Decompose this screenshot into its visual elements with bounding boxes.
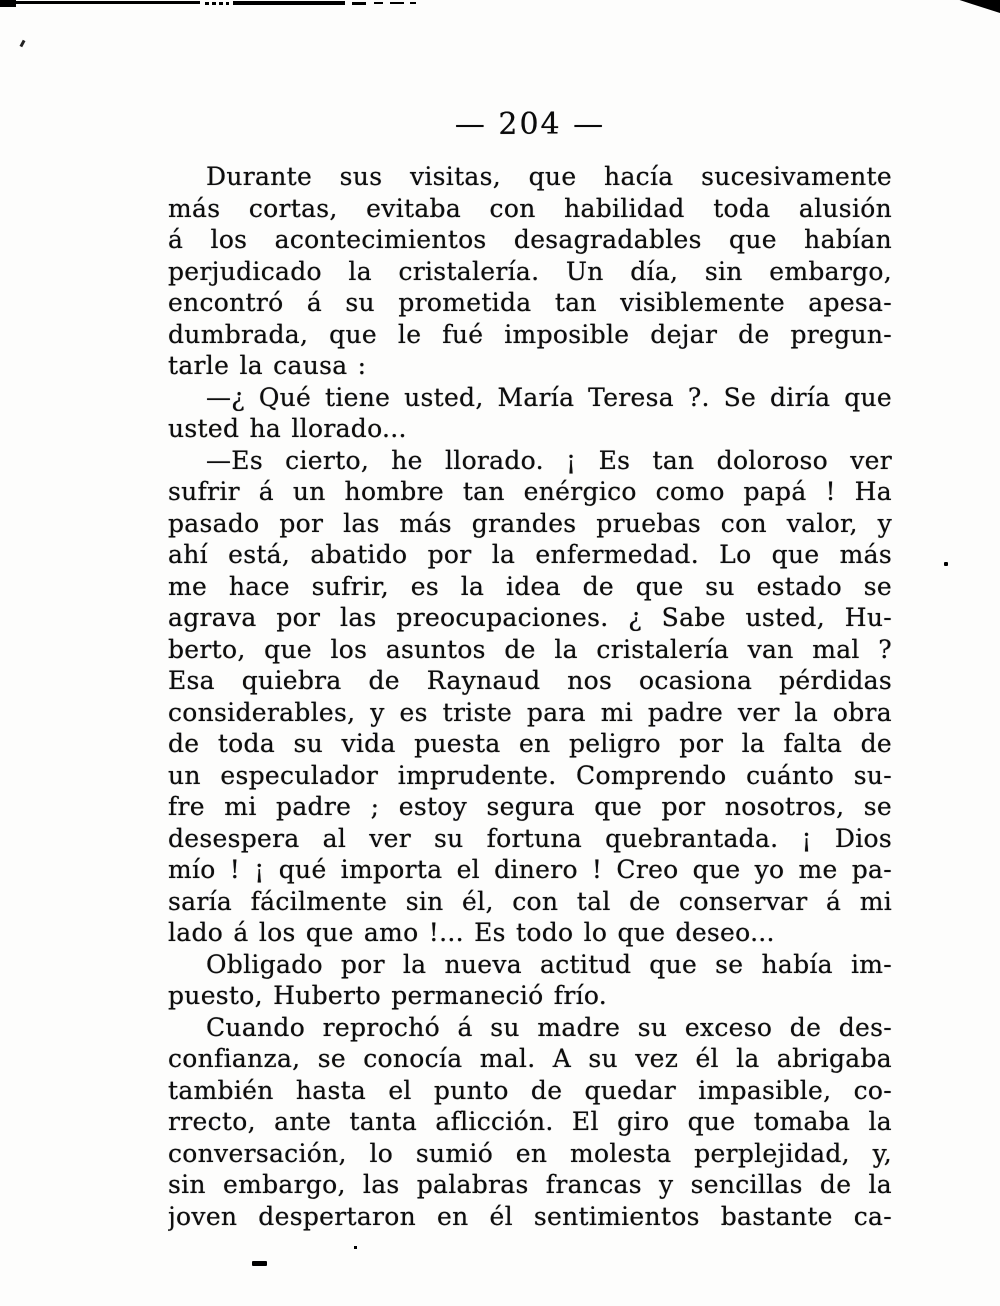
text-line: Durante sus visitas, que hacía sucesivamente: [206, 162, 892, 191]
text-line: también hasta el punto de quedar impasible, co-: [168, 1075, 892, 1105]
text-line: joven despertaron en él sentimientos bastante ca-: [168, 1201, 892, 1231]
text-line: tarle la causa :: [168, 351, 367, 380]
paragraph: [168, 445, 892, 949]
text-line: mío ! ¡ qué importa el dinero ! Creo que yo me pa-: [168, 855, 892, 884]
scan-artifact-top-dash: [352, 2, 366, 5]
text-line: dumbrada, que le fué imposible dejar de pregun-: [168, 319, 892, 349]
text-line: Obligado por la nueva actitud que se había im-: [206, 949, 892, 979]
scan-artifact-top-dashes: [205, 2, 229, 5]
text-line: agrava por las preocupaciones. ¿ Sabe usted, Hu-: [168, 603, 892, 632]
text-line: más cortas, evitaba con habilidad toda alusión: [168, 193, 892, 223]
text-line: á los acontecimientos desagradables que habían: [168, 225, 892, 254]
scan-artifact-top-dash: [410, 2, 416, 4]
paragraph: [168, 161, 892, 382]
text-line: fre mi padre ; estoy segura que por nosotros, se: [168, 792, 892, 821]
scan-artifact-top-line: [233, 1, 345, 5]
page-number: — 204 —: [454, 107, 606, 142]
text-line: saría fácilmente sin él, con tal de conservar á mi: [168, 886, 892, 916]
text-line: rrecto, ante tanta aflicción. El giro que tomaba la: [168, 1107, 892, 1136]
text-line: usted ha llorado...: [168, 414, 407, 443]
scan-artifact-speck: [20, 40, 26, 48]
scan-artifact-dot: [944, 562, 948, 566]
text-line: Cuando reprochó á su madre su exceso de des-: [206, 1012, 892, 1042]
text-line: de toda su vida puesta en peligro por la falta de: [168, 729, 892, 758]
paragraph: [168, 949, 892, 1012]
paragraph: [168, 382, 892, 445]
text-line: Esa quiebra de Raynaud nos ocasiona pérdidas: [168, 666, 892, 695]
text-line: lado á los que amo !... Es todo lo que deseo...: [168, 918, 775, 947]
text-line: pasado por las más grandes pruebas con valor, y: [168, 508, 892, 538]
text-line: puesto, Huberto permaneció frío.: [168, 981, 608, 1010]
text-line: —¿ Qué tiene usted, María Teresa ?. Se diría que: [206, 382, 892, 412]
scan-artifact-top-dash: [390, 2, 404, 4]
scan-artifact-corner-wedge: [956, 0, 1000, 13]
text-line: un especulador imprudente. Comprendo cuánto su-: [168, 760, 892, 790]
scan-artifact-dot: [354, 1246, 357, 1249]
text-line: berto, que los asuntos de la cristalería van mal ?: [168, 634, 892, 664]
text-line: desespera al ver su fortuna quebrantada. ¡ Dios: [168, 823, 892, 853]
text-line: sin embargo, las palabras francas y sencillas de la: [168, 1170, 892, 1199]
text-line: ahí está, abatido por la enfermedad. Lo que más: [168, 540, 892, 569]
text-line: considerables, y es triste para mi padre ver la obra: [168, 697, 892, 727]
paragraph: [168, 1012, 892, 1233]
scan-artifact-top-line: [14, 1, 200, 4]
text-line: me hace sufrir, es la idea de que su estado se: [168, 571, 892, 601]
text-line: conversación, lo sumió en molesta perplejidad, y,: [168, 1138, 892, 1168]
text-line: —Es cierto, he llorado. ¡ Es tan doloroso ver: [206, 445, 892, 475]
text-line: encontró á su prometida tan visiblemente apesa-: [168, 288, 892, 317]
text-line: perjudicado la cristalería. Un día, sin embargo,: [168, 256, 892, 286]
text-column: [168, 161, 892, 1232]
text-line: confianza, se conocía mal. A su vez él la abrigaba: [168, 1044, 892, 1073]
scan-artifact-top-dash: [374, 2, 383, 4]
text-line: sufrir á un hombre tan enérgico como papá ! Ha: [168, 477, 892, 506]
scan-artifact-dash: [252, 1261, 267, 1266]
